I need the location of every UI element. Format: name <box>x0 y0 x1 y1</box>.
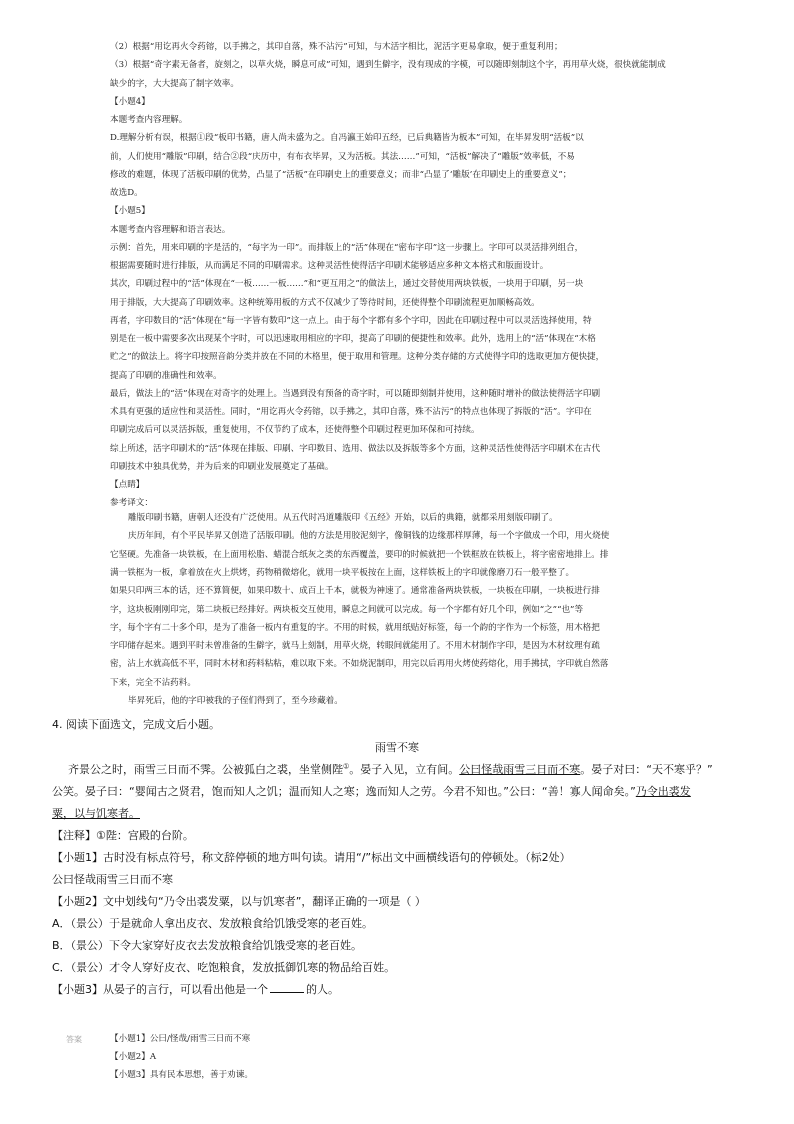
analysis-line: 别是在一板中需要多次出现某个字时，可以迅速取用相应的字印，提高了印刷的便捷性和效率。此外，选用上的“活”体现在“木格 <box>110 334 596 344</box>
analysis-line: 缺少的字，大大提高了制字效率。 <box>110 78 239 89</box>
analysis-line: 本题考查内容理解。 <box>110 115 188 125</box>
passage-title: 雨雪不寒 <box>375 741 419 754</box>
passage-line-3: 粟，以与饥寒者。 <box>52 807 140 820</box>
option-b: B．（景公）下令大家穿好皮衣去发放粮食给饥饿受寒的老百姓。 <box>52 939 363 952</box>
analysis-line: 其次，印刷过程中的“活”体现在“一板……一板……”和“更互用之”的做法上，通过交替使用两块铁板，一块用于印刷，另一块 <box>110 279 584 290</box>
translation-line: 毕昇死后，他的字印被我的子侄们得到了，至今珍藏着。 <box>128 696 343 706</box>
analysis-line: 贮之”的做法上。将字印按照音韵分类并放在不同的木格里，便于取用和管理。这种分类存储的方式使得字印的选取更加方便快捷， <box>110 352 605 363</box>
answer-label: 答案 <box>66 1035 82 1044</box>
analysis-line: 最后，做法上的“活”体现在对奇字的处理上。当遇到没有预备的奇字时，可以随即刻制并使用，这种随时增补的做法使得活字印刷 <box>110 388 601 399</box>
passage-line-1: 齐景公之时，雨雪三日而不霁。公被狐白之裘，坐堂侧陛①。晏子入见，立有间。公曰怪哉雨雪三日而不寒。晏子对曰：“天不寒乎？” <box>68 762 713 776</box>
analysis-line: 【点睛】 <box>110 480 145 490</box>
analysis-line: 本题考查内容理解和语言表达。 <box>110 224 231 235</box>
answer-2: 【小题2】A <box>110 1052 157 1062</box>
translation-line: 密，沾上水就高低不平，同时木材和药料粘粘，难以取下来。不如烧泥制印，用完以后再用火烤使药熔化，用手拂拭，字印就自然落 <box>110 659 609 670</box>
analysis-line: 示例：首先，用来印刷的字是活的，“每字为一印”。而排版上的“活”体现在“密布字印”这一步骤上。字印可以灵活排列组合， <box>110 242 584 253</box>
translation-line: 如果只印两三本的话，还不算简便，如果印数十、成百上千本，就极为神速了。通常准备两块铁板，一块板在印刷，一块板进行排 <box>110 586 600 597</box>
annotation: 【注释】①陛：宫殿的台阶。 <box>52 829 194 842</box>
analysis-line: 综上所述，活字印刷术的“活”体现在排版、印刷、字印数目、选用、做法以及拆版等多个方面，这种灵活性使得活字印刷术在古代 <box>110 443 601 454</box>
analysis-line: 故选D。 <box>110 188 143 198</box>
analysis-line: 【小题4】 <box>110 96 150 107</box>
question-heading: 4. 阅读下面选文，完成文后小题。 <box>52 718 220 731</box>
analysis-line: （2）根据“用讫再火令药镕，以手拂之，其印自落，殊不沾污”可知，与木活字相比，泥活字更易拿取，便于重复利用； <box>110 42 563 52</box>
translation-line: 字，这块板刚刚印完，第二块板已经排好。两块板交互使用，瞬息之间就可以完成。每一个字都有好几个印，例如“之”“也”等 <box>110 604 584 615</box>
translation-line: 满一铁框为一板，拿着放在火上烘烤，药物稍微熔化，就用一块平板按在上面，这样铁板上的字印就像磨刀石一般平整了。 <box>110 567 575 578</box>
answer-3: 【小题3】具有民本思想，善于劝谏。 <box>110 1070 253 1080</box>
passage-line-2: 公笑。晏子曰：“婴闻古之贤君，饱而知人之饥；温而知人之寒；逸而知人之劳。今君不知也。”公曰：“善！寡人闻命矣。”乃令出裘发 <box>52 785 691 798</box>
analysis-line: 提高了印刷的准确性和效率。 <box>110 370 222 381</box>
analysis-line: 根据需要随时进行排版，从而满足不同的印刷需求。这种灵活性使得活字印刷术能够适应多种文本格式和版面设计。 <box>110 261 549 271</box>
option-c: C．（景公）才令人穿好皮衣、吃饱粮食，发放抵御饥寒的物品给百姓。 <box>52 961 396 974</box>
answer-1: 【小题1】公曰/怪哉/雨雪三日而不寒 <box>110 1034 251 1044</box>
analysis-line: 术具有更强的适应性和灵活性。同时，“用讫再火令药镕，以手拂之，其印自落，殊不沾污”的特点也体现了拆版的“活”。字印在 <box>110 407 592 417</box>
analysis-line: D.理解分析有误，根据①段“板印书籍，唐人尚未盛为之。自冯瀛王始印五经，已后典籍皆为板本”可知，在毕昇发明“活板”以 <box>110 133 584 144</box>
analysis-line: 印刷技术中独具优势，并为后来的印刷业发展奠定了基础。 <box>110 461 334 472</box>
subquestion-3: 【小题3】从晏子的言行，可以看出他是一个 的人。 <box>52 983 339 996</box>
subquestion-1: 【小题1】古时没有标点符号，称文辞停顿的地方叫句读。请用“/”标出文中画横线语句的停顿处。（标2处） <box>52 851 571 864</box>
analysis-line: 再者，字印数目的“活”体现在“每一字皆有数印”这一点上。由于每个字都有多个字印，因此在印刷过程中可以灵活选择使用，特 <box>110 315 592 326</box>
analysis-line: 印刷完成后可以灵活拆版，重复使用，不仅节约了成本，还使得整个印刷过程更加环保和可持续。 <box>110 425 480 436</box>
subquestion-1-text: 公曰怪哉雨雪三日而不寒 <box>52 873 173 886</box>
translation-line: 下来，完全不沾药料。 <box>110 677 196 688</box>
option-a: A．（景公）于是就命人拿出皮衣、发放粮食给饥饿受寒的老百姓。 <box>52 917 374 930</box>
translation-line: 字，每个字有二十多个印，是为了准备一板内有重复的字。不用的时候，就用纸贴好标签，每一个韵的字作为一个标签，用木格把 <box>110 622 600 633</box>
subquestion-2: 【小题2】文中划线句“乃令出裘发粟，以与饥寒者”，翻译正确的一项是（ ） <box>52 895 426 908</box>
answer-blank <box>270 983 304 993</box>
analysis-line: 用于排版，大大提高了印刷效率。这种统筹用板的方式不仅减少了等待时间，还使得整个印刷流程更加顺畅高效。 <box>110 297 540 308</box>
translation-line: 雕版印刷书籍，唐朝人还没有广泛使用。从五代时冯道雕版印《五经》开始，以后的典籍，就都采用刻版印刷了。 <box>128 513 558 523</box>
translation-line: 它坚硬。先准备一块铁板，在上面用松脂、蜡混合纸灰之类的东西覆盖，要印的时候就把一个铁框放在铁板上，将字密密地排上。排 <box>110 549 609 560</box>
translation-line: 庆历年间，有个平民毕昇又创造了活版印刷。他的方法是用胶泥刻字，像铜钱的边缘那样厚薄，每一个字做成一个印，用火烧使 <box>128 531 610 542</box>
analysis-line: （3）根据“奇字素无备者，旋刻之，以草火烧，瞬息可成”可知，遇到生僻字，没有现成的字模，可以随即刻制这个字，再用草火烧，很快就能制成 <box>110 60 666 71</box>
analysis-line: 修改的难题，体现了活板印刷的优势，凸显了“活板”在印刷史上的重要意义；而非“凸显了‘雕版’在印刷史上的重要意义”； <box>110 169 572 180</box>
analysis-line: 前，人们使用“雕版”印刷，结合②段“庆历中，有布衣毕昇，又为活板。其法……”可知，“活板”解决了“雕版”效率低，不易 <box>110 151 575 162</box>
analysis-line: 【小题5】 <box>110 206 150 217</box>
analysis-line: 参考译文： <box>110 498 153 509</box>
translation-line: 字印储存起来。遇到平时未曾准备的生僻字，就马上刻制，用草火烧，转眼间就能用了。不用木材制作字印，是因为木材纹理有疏 <box>110 641 600 652</box>
